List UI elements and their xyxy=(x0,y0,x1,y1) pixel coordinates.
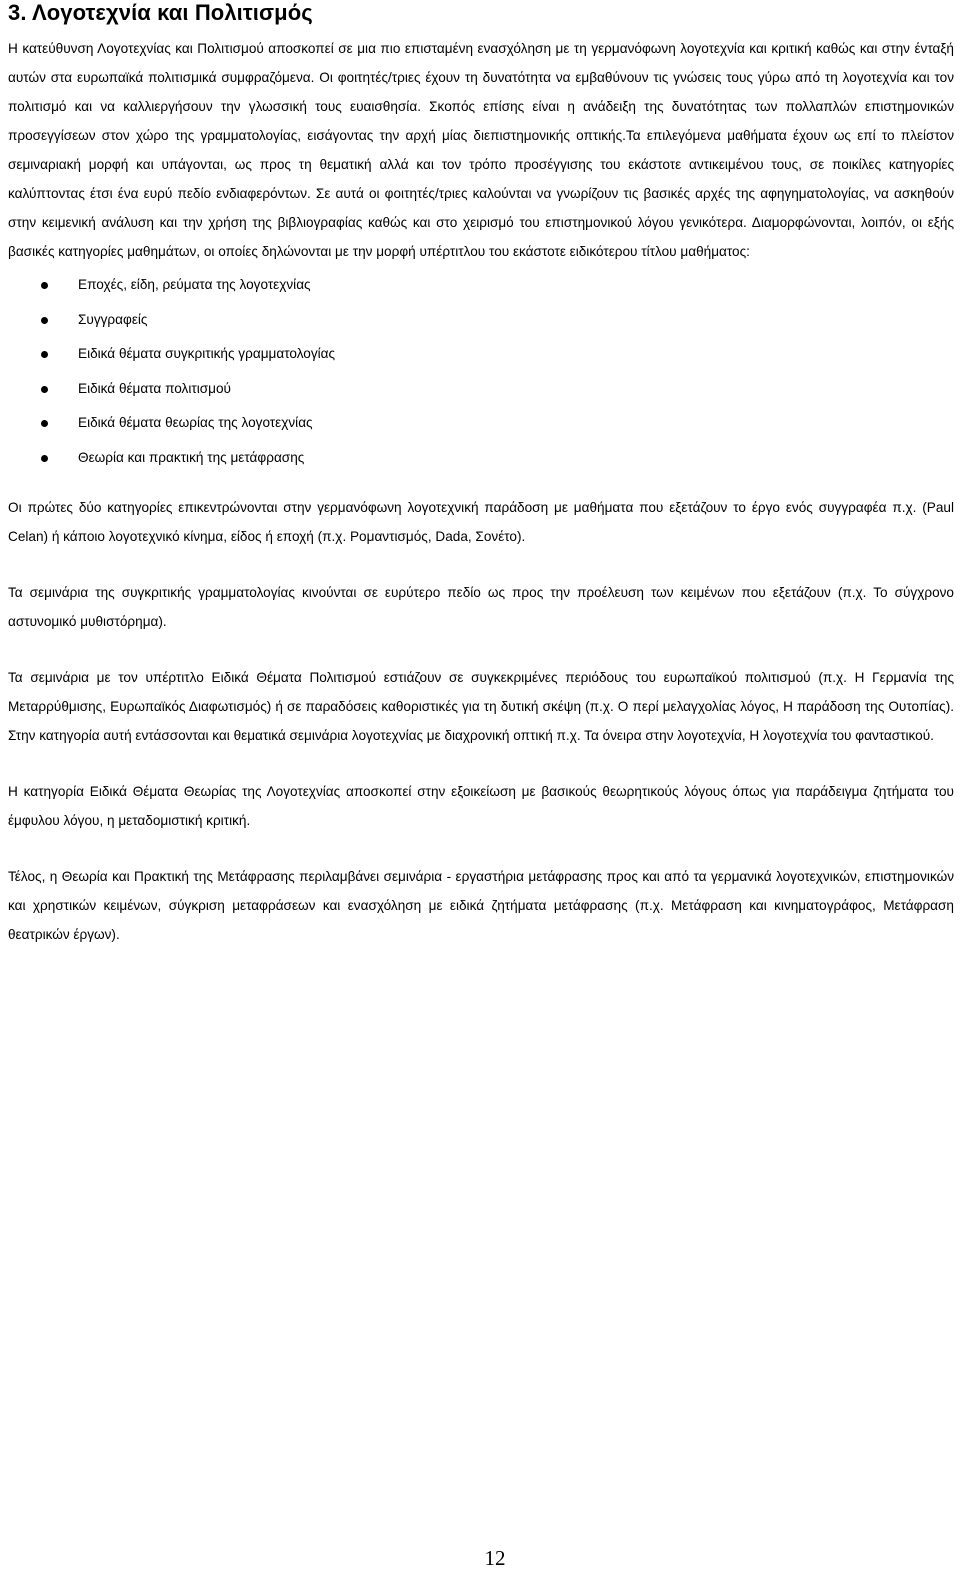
intro-paragraph: Η κατεύθυνση Λογοτεχνίας και Πολιτισμού αποσκοπεί σε μια πιο επισταμένη ενασχόληση με τη γερμανόφωνη λογοτεχνία και κριτική καθώς και στην ένταξή αυτών στα ευρωπαϊκά πολιτισμικά συμφραζόμενα. Οι φοιτητές/τριες έχουν τη δυνατότητα να εμβαθύνουν τις γνώσεις τους γύρω από τη λογοτεχνία και τον πολιτισμό και να καλλιεργήσουν την γλωσσική τους ευαισθησία. Σκοπός επίσης είναι η ανάδειξη της δυνατότητας των πολλαπλών επιστημονικών προσεγγίσεων στον χώρο της γραμματολογίας, εισάγοντας την αρχή μίας διεπιστημονικής οπτικής.Τα επιλεγόμενα μαθήματα έχουν ως επί το πλείστον σεμιναριακή μορφή και υπάγονται, ως προς τη θεματική αλλά και τον τρόπο προσέγγισης του εκάστοτε αντικειμένου τους, σε ποικίλες κατηγορίες καλύπτοντας έτσι ένα ευρύ πεδίο ενδιαφερόντων. Σε αυτά οι φοιτητές/τριες καλούνται να γνωρίζουν τις βασικές αρχές της αφηγηματολογίας, να ασκηθούν στην κειμενική ανάλυση και την χρήση της βιβλιογραφίας καθώς και στο χειρισμό του επιστημονικού λόγου γενικότερα. Διαμορφώνονται, λοιπόν, οι εξής βασικές κατηγορίες μαθημάτων, οι οποίες δηλώνονται με την μορφή υπέρτιτλου του εκάστοτε ειδικότερου τίτλου μαθήματος: xyxy=(8,41,954,259)
body-paragraph: Η κατηγορία Ειδικά Θέματα Θεωρίας της Λογοτεχνίας αποσκοπεί στην εξοικείωση με βασικούς θεωρητικούς λόγους όπως για παράδειγμα ζητήματα του έμφυλου λόγου, η μεταδομιστική κριτική. xyxy=(8,784,954,828)
list-item-label: Συγγραφείς xyxy=(78,311,148,327)
bullet-icon xyxy=(41,317,48,324)
list-item-label: Ειδικά θέματα πολιτισμού xyxy=(78,380,231,396)
list-item-label: Ειδικά θέματα συγκριτικής γραμματολογίας xyxy=(78,346,336,361)
list-item-label: Θεωρία και πρακτική της μετάφρασης xyxy=(78,449,305,465)
page-number: 12 xyxy=(484,1546,506,1570)
list-item xyxy=(8,337,954,372)
list-item-label: Εποχές, είδη, ρεύματα της λογοτεχνίας xyxy=(78,277,311,292)
list-item-label: Ειδικά θέματα θεωρίας της λογοτεχνίας xyxy=(78,415,313,430)
list-item xyxy=(8,406,954,441)
bullet-icon xyxy=(41,420,48,427)
section-title: 3. Λογοτεχνία και Πολιτισμός xyxy=(8,0,313,25)
list-item xyxy=(8,303,954,338)
bullet-icon xyxy=(41,455,48,462)
list-item xyxy=(8,441,954,476)
body-paragraph: Τα σεμινάρια με τον υπέρτιτλο Ειδικά Θέματα Πολιτισμού εστιάζουν σε συγκεκριμένες περιόδους του ευρωπαϊκού πολιτισμού (π.χ. Η Γερμανία της Μεταρρύθμισης, Ευρωπαϊκός Διαφωτισμός) ή σε παραδόσεις καθοριστικές για τη δυτική σκέψη (π.χ. Ο περί μελαγχολίας λόγος, Η παράδοση της Ουτοπίας). Στην κατηγορία αυτή εντάσσονται και θεματικά σεμινάρια λογοτεχνίας με διαχρονική οπτική π.χ. Τα όνειρα στην λογοτεχνία, Η λογοτεχνία του φανταστικού. xyxy=(8,670,954,743)
bullet-icon xyxy=(41,282,48,289)
bullet-icon xyxy=(41,386,48,393)
body-paragraph: Τα σεμινάρια της συγκριτικής γραμματολογίας κινούνται σε ευρύτερο πεδίο ως προς την προέλευση των κειμένων που εξετάζουν (π.χ. Το σύγχρονο αστυνομικό μυθιστόρημα). xyxy=(8,585,954,629)
body-paragraph: Τέλος, η Θεωρία και Πρακτική της Μετάφρασης περιλαμβάνει σεμινάρια - εργαστήρια μετάφρασης προς και από τα γερμανικά λογοτεχνικών, επιστημονικών και χρηστικών κειμένων, σύγκριση μεταφράσεων και ενασχόληση με ειδικά ζητήματα μετάφρασης (π.χ. Μετάφραση και κινηματογράφος, Μετάφραση θεατρικών έργων). xyxy=(8,869,954,942)
category-list xyxy=(8,268,954,475)
list-item xyxy=(8,372,954,407)
list-item xyxy=(8,268,954,303)
bullet-icon xyxy=(41,351,48,358)
body-paragraph: Οι πρώτες δύο κατηγορίες επικεντρώνονται στην γερμανόφωνη λογοτεχνική παράδοση με μαθήματα που εξετάζουν το έργο ενός συγγραφέα π.χ. (Paul Celan) ή κάποιο λογοτεχνικό κίνημα, είδος ή εποχή (π.χ. Ρομαντισμός, Dada, Σονέτο). xyxy=(8,500,954,544)
